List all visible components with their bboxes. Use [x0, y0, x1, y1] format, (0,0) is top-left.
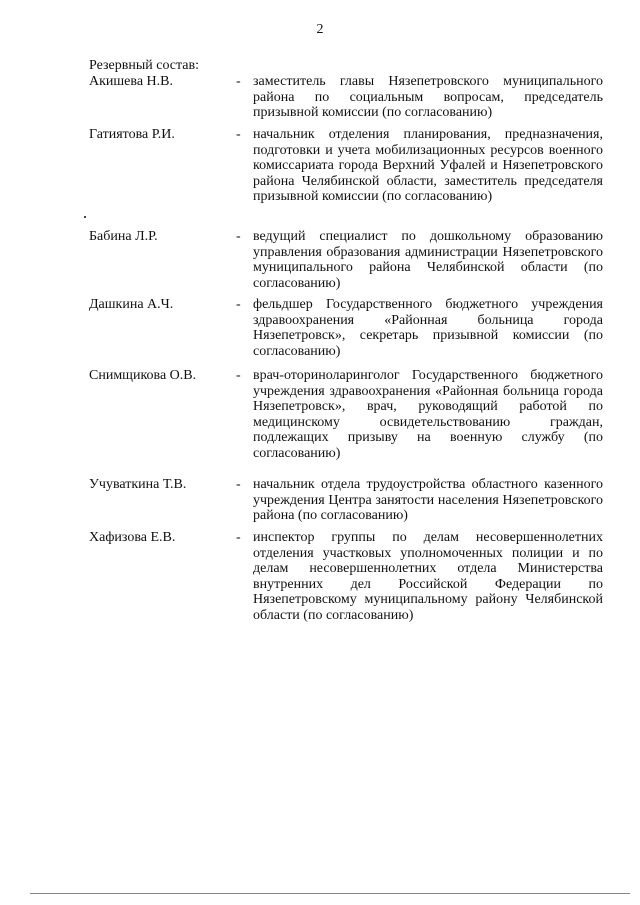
entry-separator: -	[236, 74, 241, 89]
member-role: фельдшер Государственного бюджетного учреждения здравоохранения «Районная больница города Нязепетровск», секретарь призывной комиссии (по согласованию)	[253, 297, 603, 359]
member-name: Гатиятова Р.И.	[89, 127, 175, 142]
entry-separator: -	[236, 297, 241, 312]
scan-speck	[84, 216, 86, 218]
member-name: Учуваткина Т.В.	[89, 477, 187, 492]
member-role: ведущий специалист по дошкольному образованию управления образования администрации Нязепетровского муниципального района Челябинской области (по согласованию)	[253, 229, 603, 291]
member-role: начальник отделения планирования, предназначения, подготовки и учета мобилизационных ресурсов военного комиссариата города Верхний Уфалей и Нязепетровского района Челябинской области, заместитель председателя призывной комиссии (по согласованию)	[253, 127, 603, 205]
member-role: врач-оториноларинголог Государственного бюджетного учреждения здравоохранения «Районная больница города Нязепетровск», врач, руководящий работой по медицинскому освидетельствованию граждан, подлежащих призыву на военную службу (по согласованию)	[253, 368, 603, 461]
entry-separator: -	[236, 530, 241, 545]
member-name: Дашкина А.Ч.	[89, 297, 174, 312]
member-name: Снимщикова О.В.	[89, 368, 197, 383]
page-bottom-edge	[30, 893, 630, 894]
member-name: Бабина Л.Р.	[89, 229, 158, 244]
entry-separator: -	[236, 229, 241, 244]
member-role: начальник отдела трудоустройства областного казенного учреждения Центра занятости населения Нязепетровского района (по согласованию)	[253, 477, 603, 524]
page-number: 2	[316, 22, 324, 37]
entry-separator: -	[236, 127, 241, 142]
member-name: Хафизова Е.В.	[89, 530, 176, 545]
section-title: Резервный состав:	[89, 58, 200, 73]
member-name: Акишева Н.В.	[89, 74, 173, 89]
entry-separator: -	[236, 477, 241, 492]
member-role: инспектор группы по делам несовершеннолетних отделения участковых уполномоченных полиции и по делам несовершеннолетних отдела Министерства внутренних дел Российской Федерации по Нязепетровскому муниципальному району Челябинской области (по согласованию)	[253, 530, 603, 623]
member-role: заместитель главы Нязепетровского муниципального района по социальным вопросам, председатель призывной комиссии (по согласованию)	[253, 74, 603, 121]
entry-separator: -	[236, 368, 241, 383]
